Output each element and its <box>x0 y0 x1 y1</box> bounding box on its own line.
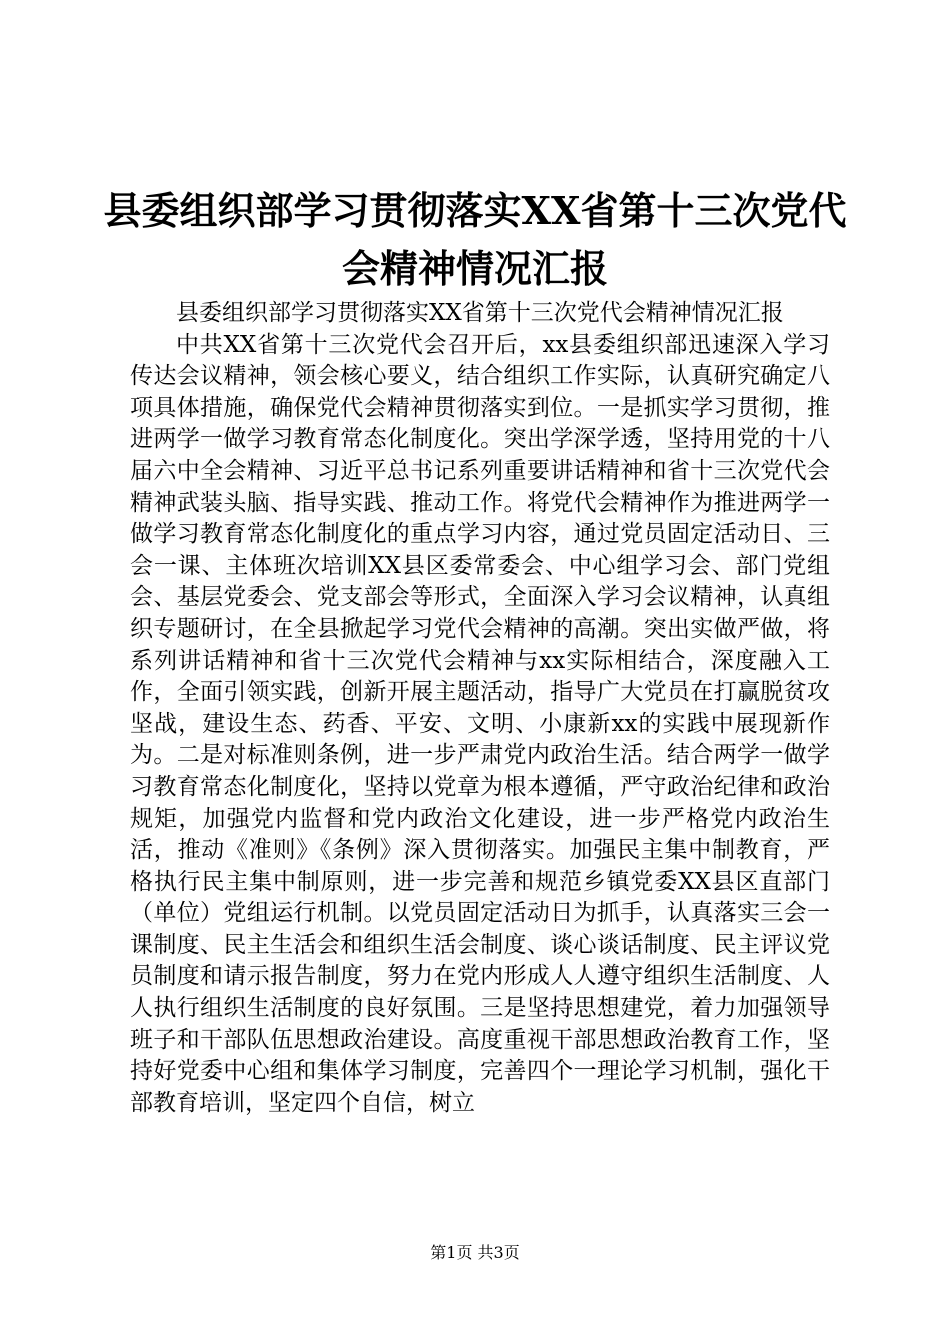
document-title-line-1: 县委组织部学习贯彻落实XX省第十三次党代 <box>103 188 847 233</box>
body-paragraph-subtitle: 县委组织部学习贯彻落实XX省第十三次党代会精神情况汇报 <box>176 300 784 326</box>
document-title-line-2: 会精神情况汇报 <box>341 246 608 291</box>
body-paragraph-main: 中共XX省第十三次党代会召开后，xx县委组织部迅速深入学习传达会议精神，领会核心要义，结合组织工作实际，认真研究确定八项具体措施，确保党代会精神贯彻落实到位。一是抓实学习贯彻，推进两学一做学习教育常态化制度化。突出学深学透，坚持用党的十八届六中全会精神、习近平总书记系列重要讲话精神和省十三次党代会精神武装头脑、指导实践、推动工作。将党代会精神作为推进两学一做学习教育常态化制度化的重点学习内容，通过党员固定活动日、三会一课、主体班次培训XX县区委常委会、中心组学习会、部门党组会、基层党委会、党支部会等形式，全面深入学习会议精神，认真组织专题研讨，在全县掀起学习党代会精神的高潮。突出实做严做，将系列讲话精神和省十三次党代会精神与xx实际相结合，深度融入工作，全面引领实践，创新开展主题活动，指导广大党员在打赢脱贫攻坚战，建设生态、药香、平安、文明、小康新xx的实践中展现新作为。二是对标准则条例，进一步严肃党内政治生活。结合两学一做学习教育常态化制度化，坚持以党章为根本遵循，严守政治纪律和政治规矩，加强党内监督和党内政治文化建设，进一步严格党内政治生活，推动《准则》《条例》深入贯彻落实。加强民主集中制教育，严格执行民主集中制原则，进一步完善和规范乡镇党委XX县区直部门（单位）党组运行机制。以党员固定活动日为抓手，认真落实三会一课制度、民主生活会和组织生活会制度、谈心谈话制度、民主评议党员制度和请示报告制度，努力在党内形成人人遵守组织生活制度、人人执行组织生活制度的良好氛围。三是坚持思想建党，着力加强领导班子和干部队伍思想政治建设。高度重视干部思想政治教育工作，坚持好党委中心组和集体学习制度，完善四个一理论学习机制，强化干部教育培训，坚定四个自信，树立 <box>130 331 830 1116</box>
document-body <box>130 298 830 1119</box>
page-footer: 第1页 共3页 <box>430 1243 520 1262</box>
